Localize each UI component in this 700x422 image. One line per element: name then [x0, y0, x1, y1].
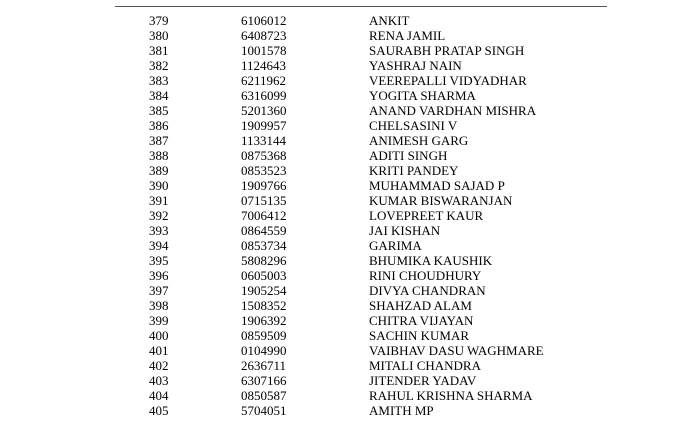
candidate-name-cell: CHELSASINI V [369, 118, 458, 133]
serial-number-cell: 393 [149, 223, 169, 238]
table-row [0, 58, 700, 73]
table-row [0, 28, 700, 43]
table-row [0, 298, 700, 313]
table-row [0, 208, 700, 223]
roll-number-cell: 0875368 [241, 148, 287, 163]
serial-number-cell: 400 [149, 328, 169, 343]
roll-number-cell: 6408723 [241, 28, 287, 43]
candidate-name-cell: SACHIN KUMAR [369, 328, 470, 343]
serial-number-cell: 387 [149, 133, 169, 148]
candidate-name-cell: LOVEPREET KAUR [369, 208, 484, 223]
roll-number-cell: 6316099 [241, 88, 287, 103]
candidate-name-cell: AMITH MP [369, 403, 434, 418]
table-row [0, 148, 700, 163]
table-row [0, 103, 700, 118]
roll-number-cell: 1905254 [241, 283, 287, 298]
serial-number-cell: 381 [149, 43, 169, 58]
table-row [0, 388, 700, 403]
table-row [0, 313, 700, 328]
candidate-name-cell: CHITRA VIJAYAN [369, 313, 474, 328]
table-row [0, 238, 700, 253]
candidate-name-cell: RINI CHOUDHURY [369, 268, 482, 283]
table-row [0, 223, 700, 238]
roll-number-cell: 6307166 [241, 373, 287, 388]
candidate-name-cell: SHAHZAD ALAM [369, 298, 472, 313]
roll-number-cell: 1508352 [241, 298, 287, 313]
roll-number-cell: 0605003 [241, 268, 287, 283]
serial-number-cell: 388 [149, 148, 169, 163]
candidate-name-cell: KRITI PANDEY [369, 163, 459, 178]
serial-number-cell: 385 [149, 103, 169, 118]
table-row [0, 403, 700, 418]
candidate-name-cell: GARIMA [369, 238, 422, 253]
table-row [0, 343, 700, 358]
serial-number-cell: 404 [149, 388, 169, 403]
serial-number-cell: 391 [149, 193, 169, 208]
candidate-name-cell: JAI KISHAN [369, 223, 441, 238]
serial-number-cell: 389 [149, 163, 169, 178]
table-row [0, 43, 700, 58]
results-table [0, 13, 700, 418]
candidate-name-cell: MITALI CHANDRA [369, 358, 481, 373]
roll-number-cell: 0853734 [241, 238, 287, 253]
candidate-name-cell: YOGITA SHARMA [369, 88, 476, 103]
serial-number-cell: 383 [149, 73, 169, 88]
roll-number-cell: 1001578 [241, 43, 287, 58]
table-row [0, 283, 700, 298]
table-row [0, 163, 700, 178]
serial-number-cell: 392 [149, 208, 169, 223]
roll-number-cell: 1906392 [241, 313, 287, 328]
serial-number-cell: 405 [149, 403, 169, 418]
candidate-name-cell: JITENDER YADAV [369, 373, 477, 388]
serial-number-cell: 403 [149, 373, 169, 388]
roll-number-cell: 1124643 [241, 58, 287, 73]
roll-number-cell: 2636711 [241, 358, 287, 373]
table-top-rule [115, 6, 607, 7]
serial-number-cell: 386 [149, 118, 169, 133]
roll-number-cell: 0850587 [241, 388, 287, 403]
serial-number-cell: 396 [149, 268, 169, 283]
candidate-name-cell: MUHAMMAD SAJAD P [369, 178, 505, 193]
table-row [0, 88, 700, 103]
table-row [0, 178, 700, 193]
candidate-name-cell: KUMAR BISWARANJAN [369, 193, 513, 208]
serial-number-cell: 380 [149, 28, 169, 43]
serial-number-cell: 402 [149, 358, 169, 373]
serial-number-cell: 395 [149, 253, 169, 268]
serial-number-cell: 399 [149, 313, 169, 328]
table-row [0, 373, 700, 388]
table-row [0, 133, 700, 148]
roll-number-cell: 0864559 [241, 223, 287, 238]
serial-number-cell: 401 [149, 343, 169, 358]
candidate-name-cell: YASHRAJ NAIN [369, 58, 462, 73]
candidate-name-cell: DIVYA CHANDRAN [369, 283, 486, 298]
candidate-name-cell: VEEREPALLI VIDYADHAR [369, 73, 527, 88]
roll-number-cell: 0104990 [241, 343, 287, 358]
candidate-name-cell: BHUMIKA KAUSHIK [369, 253, 493, 268]
candidate-name-cell: RAHUL KRISHNA SHARMA [369, 388, 533, 403]
table-row [0, 193, 700, 208]
roll-number-cell: 7006412 [241, 208, 287, 223]
roll-number-cell: 6106012 [241, 13, 287, 28]
serial-number-cell: 398 [149, 298, 169, 313]
roll-number-cell: 5201360 [241, 103, 287, 118]
table-row [0, 328, 700, 343]
roll-number-cell: 1909766 [241, 178, 287, 193]
table-row [0, 73, 700, 88]
serial-number-cell: 379 [149, 13, 169, 28]
serial-number-cell: 390 [149, 178, 169, 193]
table-row [0, 268, 700, 283]
table-row [0, 118, 700, 133]
roll-number-cell: 0853523 [241, 163, 287, 178]
candidate-name-cell: ANKIT [369, 13, 410, 28]
table-row [0, 358, 700, 373]
serial-number-cell: 382 [149, 58, 169, 73]
roll-number-cell: 1909957 [241, 118, 287, 133]
serial-number-cell: 397 [149, 283, 169, 298]
candidate-name-cell: VAIBHAV DASU WAGHMARE [369, 343, 544, 358]
roll-number-cell: 0859509 [241, 328, 287, 343]
roll-number-cell: 6211962 [241, 73, 287, 88]
candidate-name-cell: SAURABH PRATAP SINGH [369, 43, 525, 58]
serial-number-cell: 394 [149, 238, 169, 253]
table-row [0, 13, 700, 28]
roll-number-cell: 0715135 [241, 193, 287, 208]
roll-number-cell: 1133144 [241, 133, 287, 148]
candidate-name-cell: ANIMESH GARG [369, 133, 469, 148]
candidate-name-cell: ANAND VARDHAN MISHRA [369, 103, 537, 118]
candidate-name-cell: RENA JAMIL [369, 28, 446, 43]
table-row [0, 253, 700, 268]
roll-number-cell: 5808296 [241, 253, 287, 268]
candidate-name-cell: ADITI SINGH [369, 148, 448, 163]
roll-number-cell: 5704051 [241, 403, 287, 418]
serial-number-cell: 384 [149, 88, 169, 103]
